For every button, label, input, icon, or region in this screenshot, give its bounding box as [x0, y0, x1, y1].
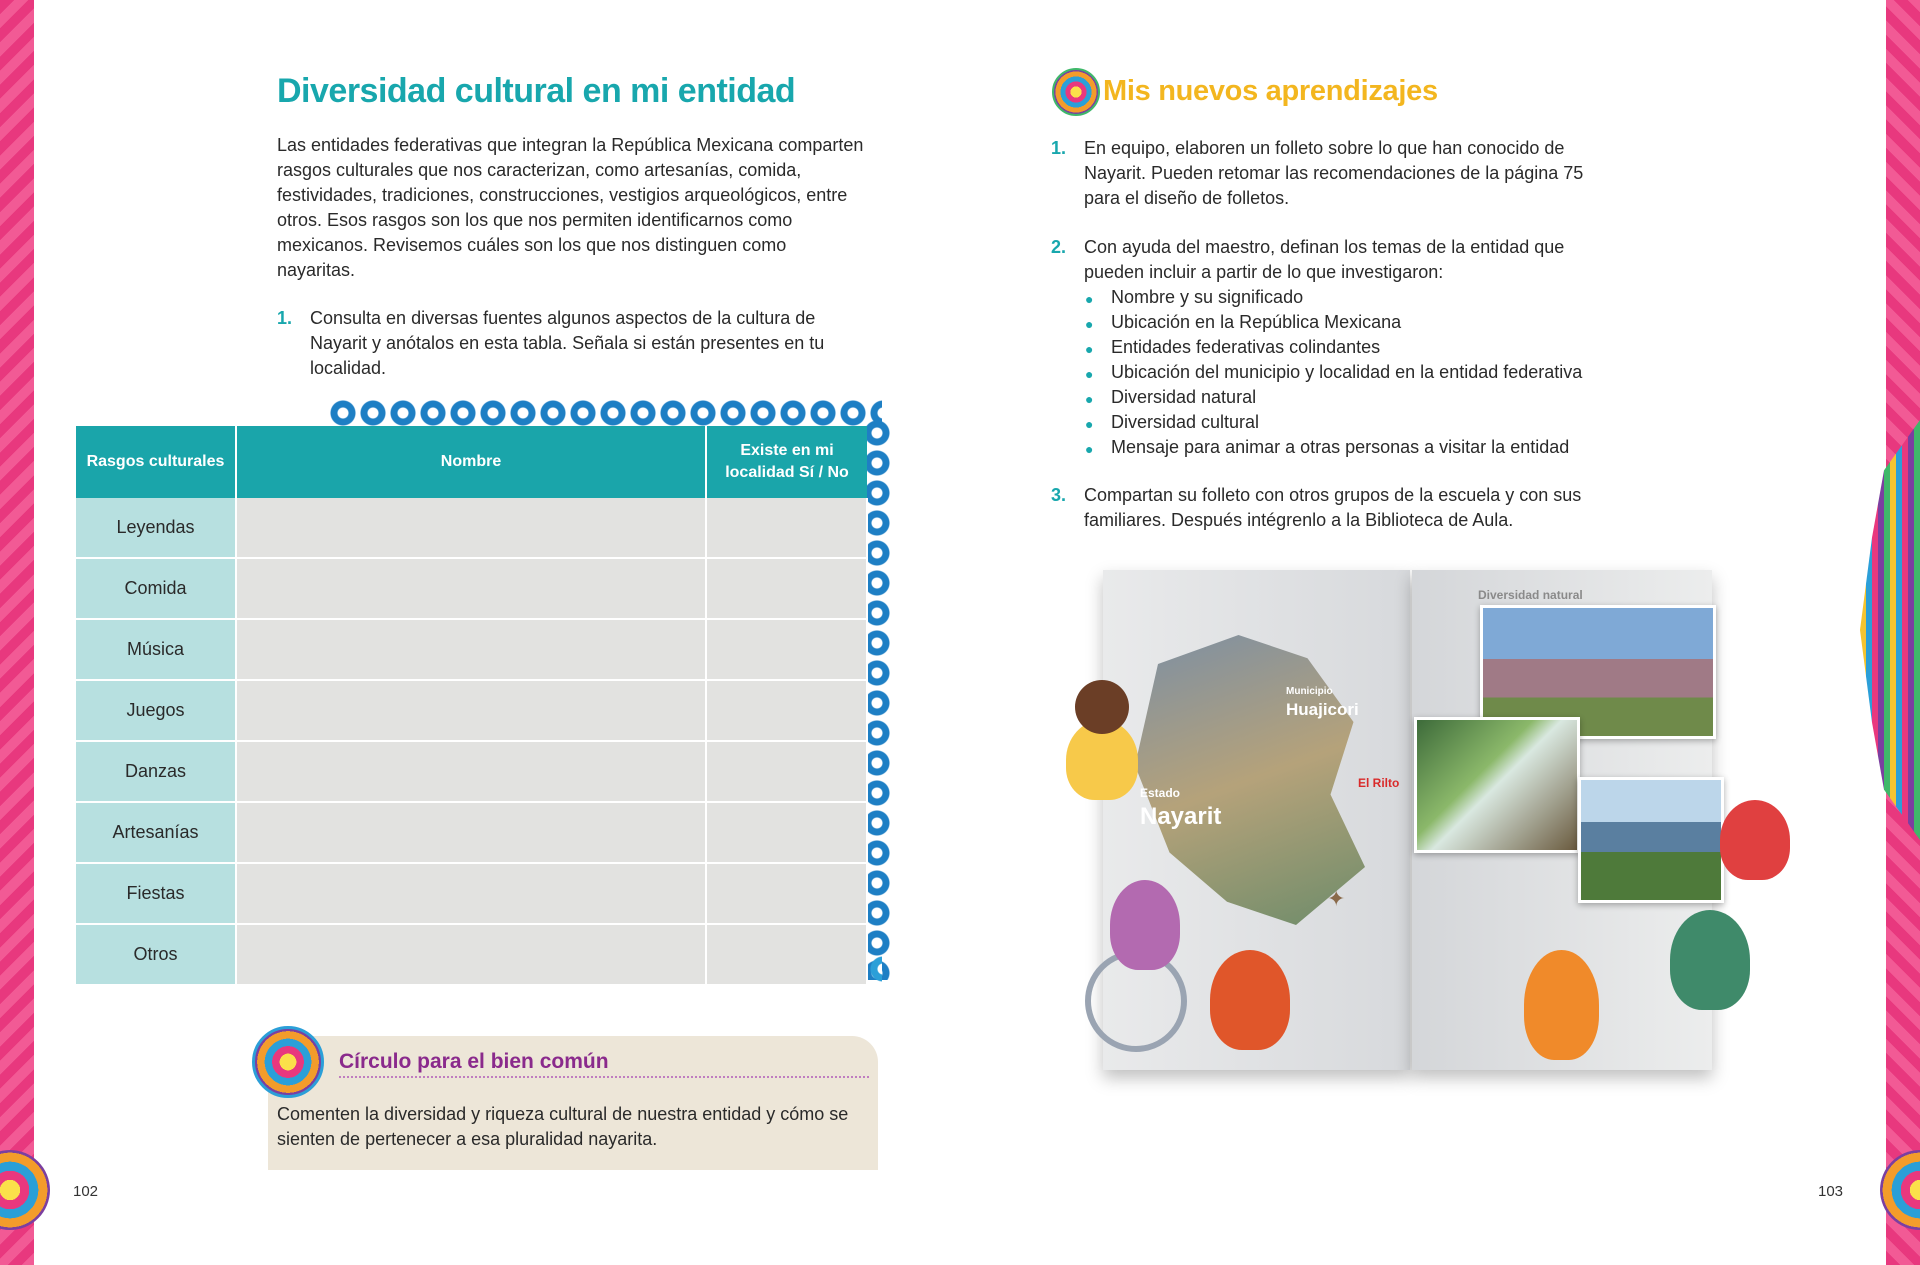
row-label: Artesanías	[76, 802, 236, 863]
bullet-dot: ●	[1085, 341, 1094, 357]
existe-cell[interactable]	[706, 619, 867, 680]
existe-cell[interactable]	[706, 802, 867, 863]
table-row	[76, 863, 867, 924]
learning-item-2	[1051, 235, 1631, 285]
nombre-cell[interactable]	[236, 558, 706, 619]
nombre-cell[interactable]	[236, 802, 706, 863]
header-nombre: Nombre	[236, 426, 706, 498]
row-label: Juegos	[76, 680, 236, 741]
bullet-item: Ubicación en la República Mexicana	[1111, 312, 1402, 332]
item-number: 3.	[1051, 485, 1067, 505]
page-number-left: 102	[73, 1183, 99, 1200]
item-number: 2.	[1051, 237, 1067, 257]
nombre-cell[interactable]	[236, 680, 706, 741]
brochure-heading-natural: Diversidad natural	[1478, 588, 1583, 602]
bullet-item: Diversidad cultural	[1111, 412, 1260, 432]
circle-text: Comenten la diversidad y riqueza cultural de nuestra entidad y cómo se sienten de pertenecer a esa pluralidad nayarita.	[277, 1104, 849, 1149]
learning-mandala-icon	[1052, 68, 1100, 116]
bullet-dot: ●	[1085, 316, 1094, 332]
left-border-pattern	[0, 0, 34, 1265]
page-title-right: Mis nuevos aprendizajes	[1103, 75, 1438, 107]
bullet-dot: ●	[1085, 416, 1094, 432]
child-head-glasses	[1075, 680, 1129, 734]
compass-rose-icon: ✦	[1327, 886, 1346, 911]
table-row	[76, 741, 867, 802]
nombre-cell[interactable]	[236, 863, 706, 924]
item-text: En equipo, elaboren un folleto sobre lo que han conocido de Nayarit. Pueden retomar las recomendaciones de la página 75 para el diseño de folletos.	[1084, 138, 1584, 208]
bullet-item: Nombre y su significado	[1111, 287, 1304, 307]
cultural-traits-table	[76, 426, 868, 986]
existe-cell[interactable]	[706, 863, 867, 924]
bullet-dot: ●	[1085, 291, 1094, 307]
child-in-wheelchair	[1110, 880, 1180, 970]
bullet-item: Mensaje para animar a otras personas a visitar la entidad	[1111, 437, 1570, 457]
municipio-name: Huajicori	[1286, 700, 1359, 719]
row-label: Música	[76, 619, 236, 680]
bullet-dot: ●	[1085, 441, 1094, 457]
item-text: Consulta en diversas fuentes algunos aspectos de la cultura de Nayarit y anótalos en esta tabla. Señala si están presentes en tu localidad.	[310, 308, 825, 378]
woven-pattern-decoration	[1860, 420, 1920, 840]
header-rasgos: Rasgos culturales	[76, 426, 236, 498]
row-label: Otros	[76, 924, 236, 985]
intro-paragraph: Las entidades federativas que integran la República Mexicana comparten rasgos culturales que nos caracterizan, como artesanías, comida, festividades, tradiciones, construcciones, vestigios arqueológicos, entre otros. Esos rasgos son los que nos permiten identificarnos como mexicanos. Revisemos cuáles son los que nos distinguen como nayaritas.	[277, 135, 864, 280]
town-label: El Rilto	[1358, 776, 1400, 790]
bullet-dot: ●	[1085, 391, 1094, 407]
child-green-shirt	[1670, 910, 1750, 1010]
learning-item-3	[1051, 483, 1631, 533]
learning-item-1	[1051, 136, 1631, 216]
item-text: Con ayuda del maestro, definan los temas de la entidad que pueden incluir a partir de lo que investigaron:	[1084, 237, 1565, 282]
item-text: Compartan su folleto con otros grupos de la escuela y con sus familiares. Después intégrenlo a la Biblioteca de Aula.	[1084, 485, 1582, 530]
item-number: 1.	[1051, 138, 1067, 158]
table-row	[76, 802, 867, 863]
waterfall-photo	[1414, 717, 1580, 853]
bullet-item: Diversidad natural	[1111, 387, 1257, 407]
row-label: Danzas	[76, 741, 236, 802]
child-girl-orange	[1524, 950, 1599, 1060]
header-existe: Existe en mi localidad Sí / No	[706, 426, 867, 498]
row-label: Leyendas	[76, 498, 236, 558]
estado-label: Estado	[1140, 786, 1181, 800]
topic-bullet-list	[1051, 285, 1651, 465]
child-orange-shirt	[1210, 950, 1290, 1050]
mandala-icon-left	[0, 1150, 50, 1230]
existe-cell[interactable]	[706, 498, 867, 558]
circle-divider	[339, 1076, 869, 1078]
page-number-right: 103	[1818, 1183, 1844, 1200]
table-row	[76, 558, 867, 619]
estado-name: Nayarit	[1140, 803, 1222, 830]
instruction-item-1	[277, 306, 837, 378]
row-label: Comida	[76, 558, 236, 619]
item-number: 1.	[277, 308, 293, 328]
nombre-cell[interactable]	[236, 924, 706, 985]
page-title-left: Diversidad cultural en mi entidad	[277, 72, 796, 110]
nombre-cell[interactable]	[236, 741, 706, 802]
bullet-item: Entidades federativas colindantes	[1111, 337, 1381, 357]
circle-mandala-icon	[252, 1026, 324, 1098]
existe-cell[interactable]	[706, 558, 867, 619]
existe-cell[interactable]	[706, 680, 867, 741]
nombre-cell[interactable]	[236, 498, 706, 558]
valley-photo	[1578, 777, 1724, 903]
existe-cell[interactable]	[706, 924, 867, 985]
table-row	[76, 619, 867, 680]
table-row	[76, 680, 867, 741]
bullet-item: Ubicación del municipio y localidad en la entidad federativa	[1111, 362, 1583, 382]
table-row	[76, 924, 867, 985]
circle-title: Círculo para el bien común	[339, 1050, 609, 1073]
nombre-cell[interactable]	[236, 619, 706, 680]
bullet-dot: ●	[1085, 366, 1094, 382]
existe-cell[interactable]	[706, 741, 867, 802]
dot-border-top	[330, 400, 882, 426]
table-row	[76, 498, 867, 558]
child-red-skirt	[1720, 800, 1790, 880]
municipio-label: Municipio	[1286, 686, 1333, 697]
row-label: Fiestas	[76, 863, 236, 924]
